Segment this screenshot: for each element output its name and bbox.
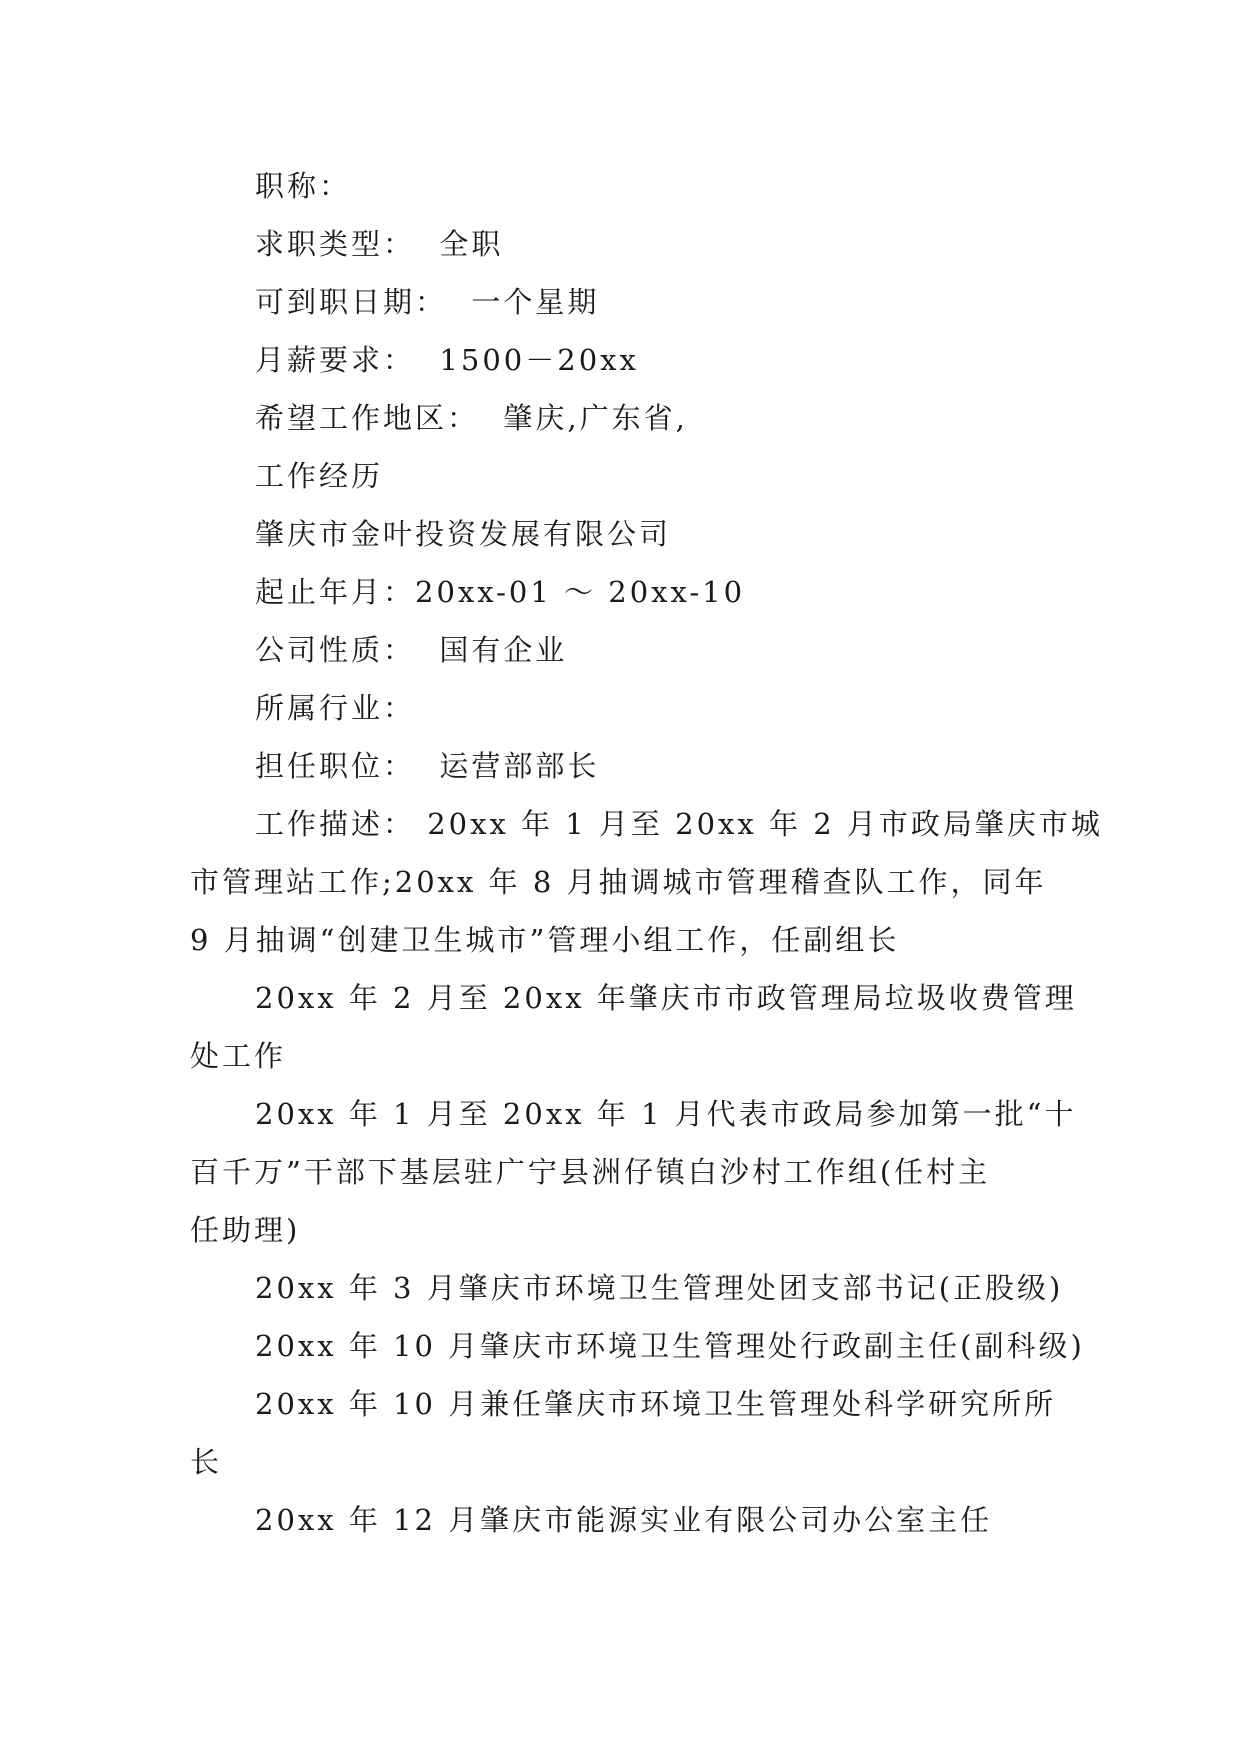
field-industry: 所属行业： — [255, 691, 416, 725]
field-location: 希望工作地区： 肇庆,广东省, — [255, 401, 688, 435]
work-history-line: 20xx 年 12 月肇庆市能源实业有限公司办公室主任 — [255, 1503, 993, 1537]
work-history-line: 20xx 年 3 月肇庆市环境卫生管理处团支部书记(正股级) — [255, 1271, 1064, 1305]
work-history-line: 20xx 年 1 月至 20xx 年 1 月代表市政局参加第一批“十 — [255, 1097, 1077, 1131]
work-description-line: 市管理站工作;20xx 年 8 月抽调城市管理稽查队工作，同年 — [190, 865, 1047, 899]
section-heading-work-history: 工作经历 — [255, 459, 384, 493]
work-history-line: 处工作 — [190, 1039, 287, 1073]
work-description-line: 9 月抽调“创建卫生城市”管理小组工作，任副组长 — [190, 923, 900, 957]
field-available-date: 可到职日期： 一个星期 — [255, 285, 600, 319]
field-period: 起止年月：20xx-01 ～ 20xx-10 — [255, 575, 746, 609]
work-history-line: 长 — [190, 1445, 223, 1479]
field-salary: 月薪要求： 1500－20xx — [255, 343, 639, 377]
field-job-type: 求职类型： 全职 — [255, 227, 504, 261]
work-description-line: 工作描述： 20xx 年 1 月至 20xx 年 2 月市政局肇庆市城 — [255, 807, 1103, 841]
field-position: 担任职位： 运营部部长 — [255, 749, 600, 783]
work-history-line: 20xx 年 10 月肇庆市环境卫生管理处行政副主任(副科级) — [255, 1329, 1085, 1363]
work-history-line: 任助理) — [190, 1213, 301, 1247]
company-name: 肇庆市金叶投资发展有限公司 — [255, 517, 672, 551]
field-title: 职称： — [255, 169, 352, 203]
work-history-line: 20xx 年 2 月至 20xx 年肇庆市市政管理局垃圾收费管理 — [255, 981, 1077, 1015]
field-company-type: 公司性质： 国有企业 — [255, 633, 568, 667]
work-history-line: 20xx 年 10 月兼任肇庆市环境卫生管理处科学研究所所 — [255, 1387, 1057, 1421]
work-history-line: 百千万”干部下基层驻广宁县洲仔镇白沙村工作组(任村主 — [190, 1155, 991, 1189]
